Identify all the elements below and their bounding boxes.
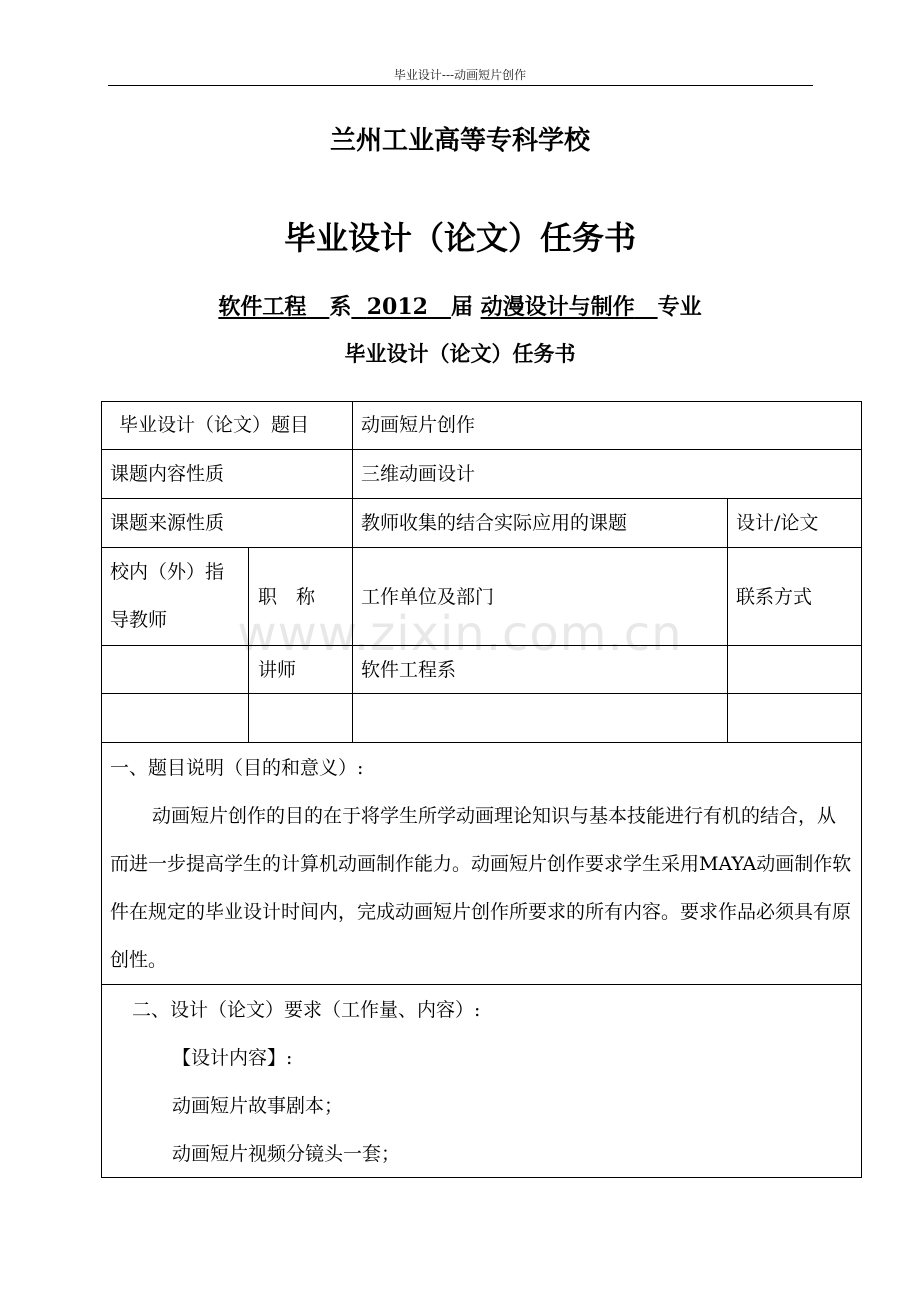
source-label: 课题来源性质 [110, 512, 225, 534]
nature-label: 课题内容性质 [110, 463, 225, 485]
nature-value: 三维动画设计 [361, 463, 476, 485]
dept-suffix: 系 [329, 295, 352, 320]
major-suffix: 专业 [657, 295, 702, 320]
topic-label: 毕业设计（论文）题目 [119, 414, 310, 436]
year-suffix: 届 [450, 295, 473, 320]
school-name: 兰州工业高等专科学校 [329, 126, 590, 156]
row-divider [101, 498, 862, 499]
list-item: 动画短片故事剧本； [172, 1095, 344, 1117]
row-divider [101, 742, 862, 743]
header-rule [108, 85, 813, 86]
section1-heading: 一、题目说明（目的和意义）: [110, 757, 364, 779]
document-title: 毕业设计（论文）任务书 [283, 219, 636, 257]
graduation-year: 2012 [366, 294, 428, 320]
title-column-header: 职 称 [258, 586, 316, 608]
type-value: 设计/论文 [736, 512, 819, 534]
page-header: 毕业设计---动画短片创作 [393, 68, 527, 82]
advisor-label-line2: 导教师 [110, 609, 168, 631]
topic-value: 动画短片创作 [361, 414, 476, 436]
design-content-heading: 【设计内容】: [172, 1047, 293, 1069]
row-divider [101, 449, 862, 450]
dept-name: 软件工程 [218, 295, 307, 320]
advisor-unit: 软件工程系 [361, 659, 457, 681]
watermark: www.zixin.com.cn [237, 606, 683, 662]
source-value: 教师收集的结合实际应用的课题 [361, 512, 628, 534]
section2-heading: 二、设计（论文）要求（工作量、内容）: [132, 999, 481, 1021]
row-divider [101, 547, 862, 548]
row-divider [101, 693, 862, 694]
contact-column-header: 联系方式 [736, 586, 813, 608]
unit-column-header: 工作单位及部门 [361, 586, 495, 608]
col-divider [352, 401, 353, 742]
department-line [0, 290, 920, 321]
row-divider [101, 984, 862, 985]
major-name: 动漫设计与制作 [480, 295, 635, 320]
list-item: 动画短片视频分镜头一套； [172, 1143, 401, 1165]
advisor-label-line1: 校内（外）指 [110, 561, 225, 583]
sub-title: 毕业设计（论文）任务书 [344, 342, 576, 366]
advisor-title: 讲师 [258, 659, 297, 681]
section1-body: 动画短片创作的目的在于将学生所学动画理论知识与基本技能进行有机的结合，从而进一步提高学生的计算机动画制作能力。动画短片创作要求学生采用MAYA动画制作软件在规定的毕业设计时间内，完成动画短片创作所要求的所有内容。要求作品必须具有原创性。 [110, 805, 852, 971]
